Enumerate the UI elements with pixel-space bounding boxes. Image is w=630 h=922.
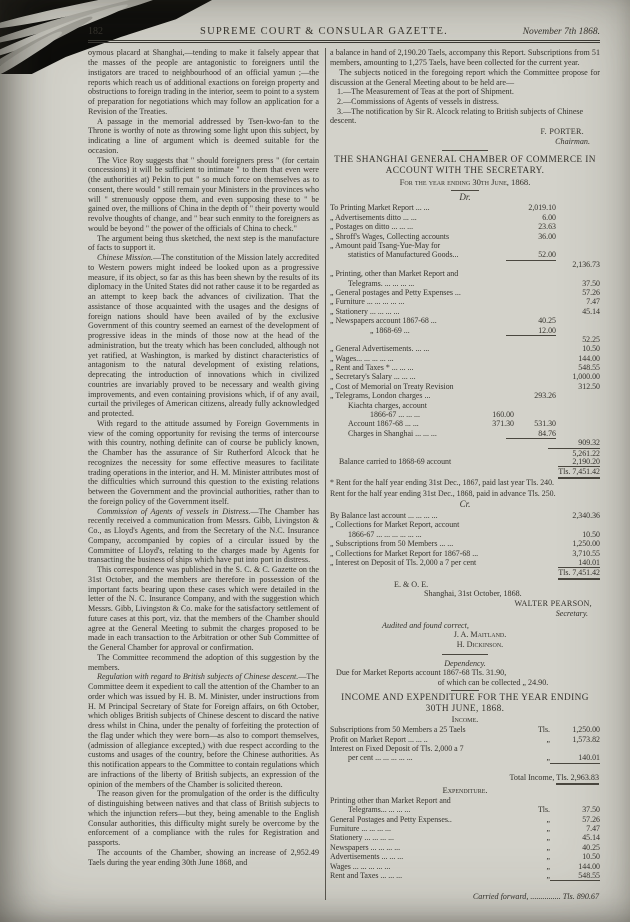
paragraph xyxy=(88,156,319,234)
ledger-amount-inner: 160.00 xyxy=(492,410,514,420)
ledger-row xyxy=(330,269,600,278)
ledger-row-label: Printing other than Market Report and xyxy=(330,795,451,805)
ledger-row-label: „ Wages... ... ... ... ... xyxy=(330,353,394,363)
section-separator xyxy=(442,150,488,151)
ledger-amount-outer: 45.14 xyxy=(582,306,600,316)
ledger-row xyxy=(330,316,600,325)
ledger-amount-outer xyxy=(550,796,600,805)
auditor-name: J. A. Maitland. xyxy=(453,630,507,640)
ledger-row-label: Balance carried to 1868-69 account xyxy=(339,456,452,466)
ledger-amount-outer: 140.01 xyxy=(578,753,600,763)
paragraph xyxy=(88,507,319,566)
ledger-row-label: 1866-67 ... ... ... ... ... ... xyxy=(348,529,422,539)
dependency-line: of which can be collected „ 24.90. xyxy=(437,678,549,688)
paragraph-text: a balance in hand of 2,190.20 Taels, accompany this Report. Subscriptions from 51 members, amounting to 1,275 Taels, have been collected for the current year. xyxy=(330,48,600,68)
total-income-row xyxy=(330,772,600,785)
ledger-row xyxy=(330,511,600,520)
total-income-value: Tls. 2,963.83 xyxy=(556,773,599,785)
secretary-title: Secretary. xyxy=(555,608,588,618)
ledger-row-label: Telegrams. ... ... ... ... xyxy=(348,278,415,288)
paragraph-text: —The Committee deem it expedient to call the attention of the Chamber to an order which was issued by H. B. M. Minister, under instructions from H. M Principal Secretary of State for Foreign affairs, on 6th October, which obliges British subjects of Chinese descent to discard the native dress whilst in China, under the penalty of forfeiting the protection of the flag under which they were born—as also to comport themselves, (admission of allegiance excepted,) with due respect according to the customs and usages of the country, before the Chinese authorities. As this notification appears to the Committee to contain regulations which are infractions of the liberty of British subjects, an expression of the opinion of the members of the Chamber is solicited thereon. xyxy=(88,672,319,789)
ledger-amount-middle xyxy=(506,567,556,576)
currency-mark xyxy=(524,763,550,772)
ledger-row-label: „ Stationery ... ... ... ... xyxy=(330,306,400,316)
paragraph-lead: Chinese Mission. xyxy=(97,253,153,263)
ledger-row-label: „ Printing, other than Market Report and xyxy=(330,269,459,279)
ledger-row xyxy=(330,307,600,316)
ledger-row xyxy=(330,448,600,457)
ledger-row-label: „ Subscriptions from 50 Members ... ... xyxy=(330,539,454,549)
total-income-label: Total Income, xyxy=(509,773,555,783)
ledger-amount-middle: 40.25 xyxy=(538,316,556,326)
currency-mark: „ xyxy=(546,833,550,843)
ledger-amount-middle: 12.00 xyxy=(538,325,556,335)
ledger-amount-outer: 52.25 xyxy=(582,334,600,344)
rent-footnote: * Rent for the half year ending 31st Dec., 1867, paid last year Tls. 240. xyxy=(330,477,555,487)
ledger-row-label: Telegrams... ... ... ... xyxy=(348,805,411,815)
ledger-amount-outer: 548.55 xyxy=(578,870,600,880)
carried-forward-row xyxy=(330,892,600,901)
ledger-row-label: „ Cost of Memorial on Treaty Revision xyxy=(330,381,454,391)
page-content xyxy=(88,26,600,900)
credit-ledger xyxy=(330,511,600,577)
text-columns xyxy=(88,48,600,900)
ledger-row-label: „ Advertisements ditto ... ... xyxy=(330,212,417,222)
currency-mark xyxy=(524,796,550,805)
audit-note: Audited and found correct, xyxy=(382,620,469,630)
ledger-row xyxy=(330,763,600,772)
ledger-amount-outer xyxy=(548,222,600,231)
masthead-rule xyxy=(88,40,600,43)
currency-mark: „ xyxy=(546,734,550,744)
paragraph-text: oymous placard at Shanghai,—tending to make it falsely appear that the masses of the people are antagonistic to foreigners until the instigators are traced to neighbourhood of an official yamun ;—the reports which reach us of additional exactions on foreign property and obstructions to foreign trading in the interior, seem to point to a system of preparation for negotiations which may follow an application for a Revision of the Treaties. xyxy=(88,48,319,116)
ledger-row xyxy=(330,297,600,306)
carried-forward-dots: ............... xyxy=(528,891,563,901)
income-table xyxy=(330,725,600,772)
ledger-amount-outer xyxy=(548,326,600,335)
agenda-item: 2.—Commissions of Agents of vessels in distress. xyxy=(337,96,499,106)
ledger-row-label: „ Interest on Deposit of Tls. 2,000 a 7 per cent xyxy=(330,558,477,567)
ledger-row xyxy=(330,429,600,438)
paragraph xyxy=(88,672,319,789)
ledger-row xyxy=(330,241,600,250)
credit-label: Cr. xyxy=(459,499,471,510)
ledger-row xyxy=(330,530,600,539)
ledger-row xyxy=(330,871,600,880)
ledger-amount-outer xyxy=(548,241,600,250)
paragraph xyxy=(88,848,319,868)
ledger-row xyxy=(330,382,600,391)
ledger-row-label: Profit on Market Report ... ... .. xyxy=(330,734,428,744)
paragraph-text: With regard to the attitude assumed by Foreign Governments in view of the coming opportunity for revising the terms of intercourse with this country, nothing definite can of course be publicly known, the Chamber has the assurance of Sir Rutherford Alcock that he recognizes the necessity for some effective measures to facilitate trading operations in the interior, and H. M. Minister attributes most of the difficulties which surround this question to the existing relations between the Government and the provincial authorities, rather than to the foreign policy of the Government itself. xyxy=(88,418,319,506)
ledger-row xyxy=(330,796,600,805)
ledger-row-label: Account 1867-68 ... ... xyxy=(348,419,419,429)
ledger-row xyxy=(330,203,600,212)
ledger-amount-middle: 6.00 xyxy=(542,212,556,222)
ledger-row xyxy=(330,419,600,428)
ledger-row-label: „ Secretary's Salary ... ... ... xyxy=(330,372,416,382)
ledger-row-label: „ Furniture ... ... ... ... ... xyxy=(330,297,405,307)
ledger-row-label: „ General Advertisements. ... ... xyxy=(330,344,430,354)
ledger-amount-outer: 10.50 xyxy=(582,344,600,354)
ledger-row-label: Interest on Fixed Deposit of Tls. 2,000 a 7 xyxy=(330,743,464,753)
secretary-signature: WALTER PEARSON, xyxy=(514,599,592,609)
ledger-row xyxy=(330,232,600,241)
ledger-amount-outer: 144.00 xyxy=(578,861,600,871)
ledger-row xyxy=(330,250,600,259)
ledger-amount-outer: 1,573.82 xyxy=(572,734,600,744)
ledger-row xyxy=(330,222,600,231)
auditor-name: H. Dickinson. xyxy=(456,640,504,649)
currency-mark: „ xyxy=(546,842,550,852)
page-number: 182 xyxy=(88,26,103,37)
ledger-row-label: Subscriptions from 50 Members a 25 Taels xyxy=(330,725,466,735)
ledger-amount-outer xyxy=(548,213,600,222)
ledger-amount-outer xyxy=(548,269,600,278)
ledger-amount-middle: 2,019.10 xyxy=(528,203,556,213)
ledger-amount-outer: 10.50 xyxy=(582,852,600,862)
ledger-row xyxy=(330,326,600,335)
account-heading: THE SHANGHAI GENERAL CHAMBER OF COMMERCE IN ACCOUNT WITH THE SECRETARY. xyxy=(334,155,596,177)
ledger-row xyxy=(330,410,600,419)
ledger-amount-outer: 5,261.22 xyxy=(548,448,600,458)
ledger-row-label: Advertisements ... ... ... xyxy=(330,852,404,862)
currency-mark: „ xyxy=(546,870,550,880)
ledger-amount-inner: 371.30 xyxy=(492,419,514,429)
ledger-amount-outer xyxy=(548,419,600,428)
ledger-row xyxy=(330,279,600,288)
ledger-amount-outer xyxy=(548,391,600,400)
ledger-row xyxy=(330,363,600,372)
gazette-title: SUPREME COURT & CONSULAR GAZETTE. xyxy=(200,26,448,37)
ledger-row xyxy=(330,833,600,842)
ledger-row-label: To Printing Market Report ... ... xyxy=(330,203,430,213)
ledger-amount-outer: 3,710.55 xyxy=(572,548,600,558)
ledger-amount-outer: 45.14 xyxy=(582,833,600,843)
ledger-amount-outer: 144.00 xyxy=(578,353,600,363)
paragraph-text: —The constitution of the Mission lately accredited to Western powers might indeed be looked upon as a progressive measure, if its object, so far as this has been shewn by the results of its diplomacy in the United States did not rather cause it to be regarded as an attempt to keep back the advances of civilization. That the assistance of those acquainted with the usages and the designs of foreign nations should have been availed of by the exclusive Government of this country seemed an earnest of the development of progressive ideas in the minds of those now at the head of the administration, but the treaty which has been concluded, although not yet ratified, at Washington, is marked by distinct characteristics of antagonism to the natural development of existing relations, deprecating the introduction of innovations which in civilized countries are invariably proved to be necessary and wealth giving improvements, and even containing provisions which, if of any avail, curtail the privileges of American citizens, already fully acknowledged and protected. xyxy=(88,253,319,419)
ledger-amount-outer: 57.26 xyxy=(582,287,600,297)
ledger-amount-outer: 1,250.00 xyxy=(572,539,600,549)
chairman-title: Chairman. xyxy=(555,136,590,146)
ledger-row-label: statistics of Manufactured Goods... xyxy=(348,250,459,260)
ledger-amount-outer: 2,340.36 xyxy=(572,511,600,521)
currency-mark: Tls. xyxy=(537,725,550,735)
currency-mark: „ xyxy=(546,753,550,763)
ledger-amount-outer: 40.25 xyxy=(582,842,600,852)
ledger-row-label: By Balance last account ... ... ... ... xyxy=(330,511,438,521)
column-divider xyxy=(325,48,326,900)
ledger-row xyxy=(330,288,600,297)
masthead xyxy=(88,26,600,37)
expenditure-table xyxy=(330,796,600,890)
errors-omissions-note: E. & O. E. xyxy=(394,579,429,589)
currency-mark: „ xyxy=(546,852,550,862)
paragraph-text: —The Chamber has recently received a communication from Messrs. Gibb, Livingston & Co., as Lloyd's Agents, and from the Secretary of the N.C. Insurance Company, accompanied by copies of a circular issued by the Committee of Lloyd's, relating to the charges made by Agents for transacting the business of ships which have put into port in distress. xyxy=(88,506,319,565)
paragraph xyxy=(88,253,319,419)
ledger-row xyxy=(330,753,600,762)
ledger-amount-outer: Tls. 7,451.42 xyxy=(558,567,600,579)
ledger-amount-outer xyxy=(548,401,600,410)
paragraph xyxy=(88,789,319,848)
ledger-amount-outer: 37.50 xyxy=(582,805,600,815)
ledger-row xyxy=(330,335,600,344)
ledger-amount-middle: 36.00 xyxy=(538,231,556,241)
ledger-amount-outer: 312.50 xyxy=(578,381,600,391)
currency-mark: „ xyxy=(546,814,550,824)
ledger-row-label: „ Postages on ditto ... ... ... xyxy=(330,222,414,232)
ledger-amount-outer xyxy=(550,744,600,753)
paragraph xyxy=(88,117,319,156)
ledger-amount-outer xyxy=(550,763,600,773)
paragraph-text: The argument being thus sketched, the next step is the manufacture of facts to support it. xyxy=(88,233,319,253)
ledger-row-label: Newspapers ... ... ... ... xyxy=(330,842,401,852)
paragraph-text: The subjects noticed in the foregoing report which the Committee propose for discussion at the General Meeting about to be held are— xyxy=(330,67,600,87)
paragraph-text: The Committee recommend the adoption of this suggestion by the members. xyxy=(88,652,319,672)
ledger-row xyxy=(330,549,600,558)
ledger-row-label: „ Newspapers account 1867-68 ... xyxy=(330,316,437,326)
ledger-row xyxy=(330,744,600,753)
ledger-amount-outer: 2,190.20 xyxy=(572,456,600,466)
ledger-amount-middle: 293.26 xyxy=(534,391,556,401)
paragraph xyxy=(330,48,600,67)
carried-forward-label: Carried forward, xyxy=(472,891,529,901)
ledger-row-label: „ Amount paid Tsang-Yue-May for xyxy=(330,240,441,250)
ledger-row-label: 1866-67 ... ... ... xyxy=(370,410,420,420)
paragraph-lead: Regulation with regard to British subjects of Chinese descent. xyxy=(97,672,299,682)
currency-mark xyxy=(524,880,550,889)
ledger-amount-middle: 23.63 xyxy=(538,222,556,232)
ledger-row xyxy=(330,344,600,353)
ledger-row xyxy=(330,457,600,466)
expenditure-label: Expenditure. xyxy=(442,785,488,796)
paragraph xyxy=(330,68,600,87)
debit-ledger xyxy=(330,203,600,475)
debit-label: Dr. xyxy=(459,191,471,202)
ledger-row-label: General Postages and Petty Expenses.. xyxy=(330,814,452,824)
ledger-amount-outer: Tls. 7,451.42 xyxy=(558,466,600,478)
ledger-row xyxy=(330,815,600,824)
ledger-row-label: „ Shroff's Wages, Collecting accounts xyxy=(330,231,450,241)
ledger-row-label: Kiachta charges, account xyxy=(348,400,427,410)
ledger-amount-outer xyxy=(548,203,600,212)
paragraph xyxy=(88,653,319,673)
ledger-amount-outer xyxy=(548,232,600,241)
paragraph-text: The accounts of the Chamber, showing an increase of 2,952.49 Taels during the year ending 30th June 1868, and xyxy=(88,847,319,867)
section-separator xyxy=(451,690,479,691)
ledger-amount-outer: 1,000.00 xyxy=(572,372,600,382)
agenda-item: 3.—The notification by Sir R. Alcock relating to British subjects of Chinese descent. xyxy=(330,106,584,126)
ledger-amount-outer: 548.55 xyxy=(578,363,600,373)
currency-mark xyxy=(524,744,550,753)
ledger-row xyxy=(330,372,600,381)
paragraph xyxy=(88,419,319,507)
account-subheading: For the year ending 30th June, 1868. xyxy=(399,177,531,188)
paragraph xyxy=(88,234,319,254)
income-label: Income. xyxy=(451,714,479,725)
ledger-row xyxy=(330,466,600,475)
agenda-item: 1.—The Measurement of Teas at the port of Shipment. xyxy=(337,87,514,97)
ledger-row-label: „ Collections for Market Report, account xyxy=(330,520,460,530)
carried-forward-value: Tls. 890.67 xyxy=(562,891,599,901)
ledger-row xyxy=(330,567,600,576)
dependency-heading: Dependency. xyxy=(444,658,486,668)
ledger-row-label: Charges in Shanghai ... ... ... xyxy=(348,428,437,438)
paragraph-text: The Vice Roy suggests that " should foreigners press " (for certain concessions) it will be sufficient to intimate " to them that even were (the authorities at) Pekin to put " so much force on themselves as to consent, there would " still remain your Ministers in the provinces who will " strenuously oppose them, and even supposing these to " be gained over, the millions of China in the depth of " their poverty would revolve thoughts of change, and " bear such enmity to the foreigners as would be beyond " the power of the officials of China to check." xyxy=(88,155,319,233)
ledger-row-label: „ General postages and Petty Expenses ... xyxy=(330,287,461,297)
ledger-amount-outer: 57.26 xyxy=(582,814,600,824)
paragraph-text: A passage in the memorial addressed by Tsen-kwo-fan to the Throne is worthy of note as throwing some light upon this subject, by indicating a line of argument which is deemed suitable for the occasion. xyxy=(88,116,319,155)
ledger-amount-outer: 140.01 xyxy=(578,558,600,567)
ledger-row xyxy=(330,824,600,833)
ledger-amount-middle: 84.76 xyxy=(538,428,556,438)
ledger-row xyxy=(330,520,600,529)
ledger-row-label: „ Collections for Market Report for 1867-68 ... xyxy=(330,548,479,558)
currency-mark: Tls. xyxy=(537,805,550,815)
ledger-amount-outer: 1,250.00 xyxy=(572,725,600,735)
ledger-row-label: Wages ... ... ... ... ... xyxy=(330,861,391,871)
ledger-row xyxy=(330,880,600,889)
ledger-row-label: „ Rent and Taxes * ... ... ... xyxy=(330,363,414,373)
ledger-amount-outer: 7.47 xyxy=(586,297,600,307)
ledger-row xyxy=(330,539,600,548)
ledger-amount-middle xyxy=(506,466,556,475)
ledger-amount-outer xyxy=(548,250,600,259)
ledger-row xyxy=(330,391,600,400)
income-expenditure-heading: INCOME AND EXPENDITURE FOR THE YEAR ENDING 30TH JUNE, 1868. xyxy=(341,692,589,714)
ledger-amount-outer: 909.32 xyxy=(578,438,600,448)
ledger-row xyxy=(330,213,600,222)
ledger-row-label: Stationery ... ... ... ... xyxy=(330,833,394,843)
ledger-row-label: „ 1868-69 ... xyxy=(370,325,410,335)
ledger-amount-outer: 7.47 xyxy=(586,823,600,833)
paragraph-text: This correspondence was published in the S. C. & C. Gazette on the 31st October, and the members are therefore in possession of the important facts bearing upon these cases which were detailed in the letter of the N. C. Insurance Company, and with the suggestion which Messrs. Gibb, Livingston & Co. make for the satisfactory settlement of future cases at this port, viz. that the members of the Chamber should agree at the General Meeting to submit the charges proposed to be made in each transaction to the Arbitration or other Sub Committee of the General Chamber for approval or confirmation. xyxy=(88,565,319,653)
currency-mark: „ xyxy=(546,823,550,833)
ledger-row-label: Rent and Taxes ... ... ... xyxy=(330,870,403,880)
ledger-amount-middle: 52.00 xyxy=(538,250,556,260)
ledger-amount-outer xyxy=(548,520,600,529)
place-and-date: Shanghai, 31st October, 1868. xyxy=(424,589,522,599)
paragraph xyxy=(88,565,319,653)
ledger-amount-outer xyxy=(548,429,600,438)
chairman-signature: F. PORTER. xyxy=(540,127,584,137)
ledger-amount-outer: 10.50 xyxy=(582,529,600,539)
ledger-row-label: per cent ... ... ... ... ... xyxy=(348,753,413,763)
paragraph xyxy=(88,48,319,116)
ledger-amount-outer: 37.50 xyxy=(582,278,600,288)
right-column xyxy=(330,48,600,900)
dependency-line: Due for Market Reports account 1867-68 Tls. 31.90, xyxy=(336,668,507,678)
paragraph-lead: Commission of Agents of vessels in Distress. xyxy=(97,506,251,516)
ledger-row xyxy=(330,735,600,744)
rent-footnote: Rent for the half year ending 31st Dec., 1868, paid in advance Tls. 250. xyxy=(330,489,556,499)
ledger-row xyxy=(330,354,600,363)
section-separator xyxy=(451,190,479,191)
section-separator xyxy=(442,654,488,655)
ledger-row xyxy=(330,558,600,567)
ledger-row xyxy=(330,438,600,447)
ledger-amount-outer xyxy=(550,880,600,890)
ledger-amount-middle: 531.30 xyxy=(534,419,556,429)
ledger-amount-outer: 2,136.73 xyxy=(572,259,600,269)
ledger-row xyxy=(330,805,600,814)
issue-date: November 7th 1868. xyxy=(522,27,600,37)
ledger-amount-outer xyxy=(548,316,600,325)
ledger-row-label: Furniture ... ... ... ... xyxy=(330,823,391,833)
ledger-row-label: „ Telegrams, London charges ... xyxy=(330,391,431,401)
ledger-amount-outer xyxy=(548,410,600,419)
ledger-row xyxy=(330,725,600,734)
paragraph-text: The reason given for the promulgation of the order is the difficulty of distinguishing between natives and that class of British subjects to which the injunction refers—but they, being amenable to the English Consular authorities, this difficulty might surely be overcome by the enforcement of a compliance with the rules for Registration and passports. xyxy=(88,789,319,848)
ledger-row xyxy=(330,862,600,871)
currency-mark: „ xyxy=(546,861,550,871)
ledger-row xyxy=(330,260,600,269)
ledger-row xyxy=(330,843,600,852)
ledger-row xyxy=(330,401,600,410)
ledger-row xyxy=(330,852,600,861)
left-column xyxy=(88,48,319,900)
